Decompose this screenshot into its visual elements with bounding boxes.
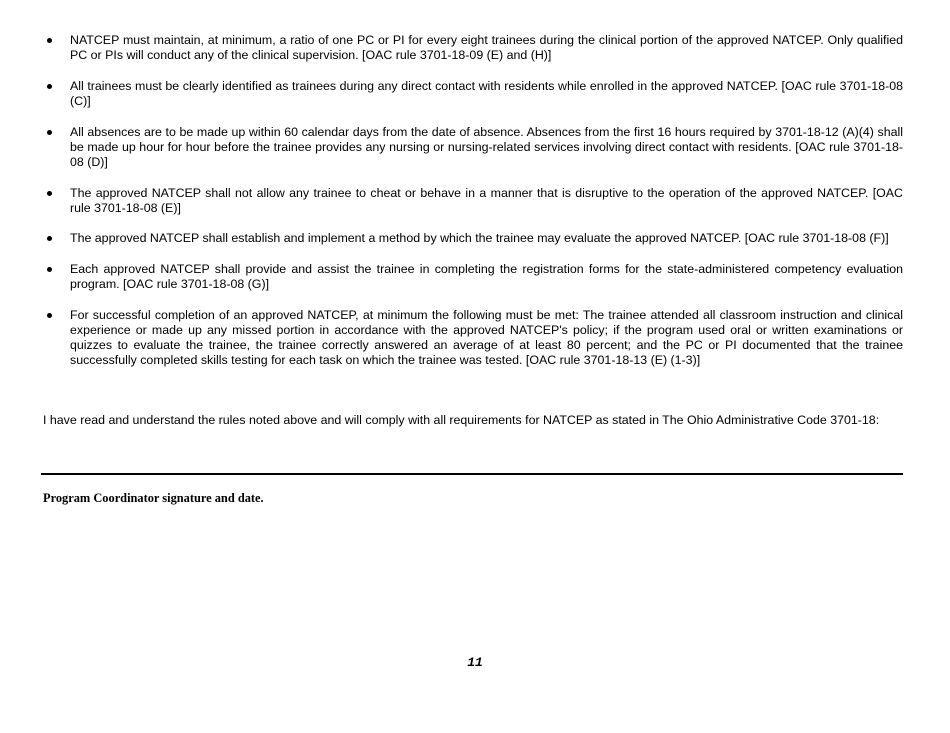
rule-item-6: [43, 262, 903, 292]
signature-label: Program Coordinator signature and date.: [43, 491, 264, 505]
rule-text-6: Each approved NATCEP shall provide and assist the trainee in completing the registration forms for the state-administered competency evaluation program. [OAC rule 3701-18-08 (G)]: [70, 261, 903, 292]
rule-text-7: For successful completion of an approved NATCEP, at minimum the following must be met: The trainee attended all classroom instruction and clinical experience or made up any missed portion in accordance with the approved NATCEP's policy; if the program used oral or written examinations or quizzes to evaluate the trainee, the trainee correctly answered an average of at least 80 percent; and the PC or PI documented that the trainee successfully completed skills testing for each task on which the trainee was tested. [OAC rule 3701-18-13 (E) (1-3)]: [70, 307, 903, 368]
bullet-icon: [47, 130, 52, 135]
rule-text-2: All trainees must be clearly identified as trainees during any direct contact with residents while enrolled in the approved NATCEP. [OAC rule 3701-18-08 (C)]: [70, 78, 903, 108]
rule-text-5: The approved NATCEP shall establish and implement a method by which the trainee may evaluate the approved NATCEP. [OAC rule 3701-18-08 (F)]: [70, 231, 889, 246]
bullet-icon: [47, 313, 52, 318]
rules-list: [43, 33, 903, 384]
rule-item-5: [43, 231, 903, 246]
rule-text-1: NATCEP must maintain, at minimum, a ratio of one PC or PI for every eight trainees during the clinical portion of the approved NATCEP. Only qualified PC or PIs will conduct any of the clinical supervision. [OAC rule 3701-18-09 (E) and (H)]: [70, 33, 903, 63]
bullet-icon: [47, 191, 52, 196]
signature-line[interactable]: [41, 473, 903, 475]
rule-item-1: [43, 33, 903, 63]
bullet-icon: [47, 236, 52, 241]
page-number: 11: [467, 655, 483, 670]
rule-text-4: The approved NATCEP shall not allow any trainee to cheat or behave in a manner that is disruptive to the operation of the approved NATCEP. [OAC rule 3701-18-08 (E)]: [70, 185, 903, 215]
rule-item-4: [43, 186, 903, 216]
rule-item-7: [43, 308, 903, 369]
bullet-icon: [47, 267, 52, 272]
rule-item-3: [43, 125, 903, 171]
rule-text-3: All absences are to be made up within 60 calendar days from the date of absence. Absences from the first 16 hours required by 3701-18-12 (A)(4) shall be made up hour for hour before the trainee provides any nursing or nursing-related services involving direct contact with residents. [OAC rule 3701-18-08 (D)]: [70, 124, 903, 169]
compliance-statement: I have read and understand the rules noted above and will comply with all requirements for NATCEP as stated in The Ohio Administrative Code 3701-18:: [43, 413, 880, 427]
rule-item-2: [43, 79, 903, 109]
bullet-icon: [47, 38, 52, 43]
bullet-icon: [47, 84, 52, 89]
